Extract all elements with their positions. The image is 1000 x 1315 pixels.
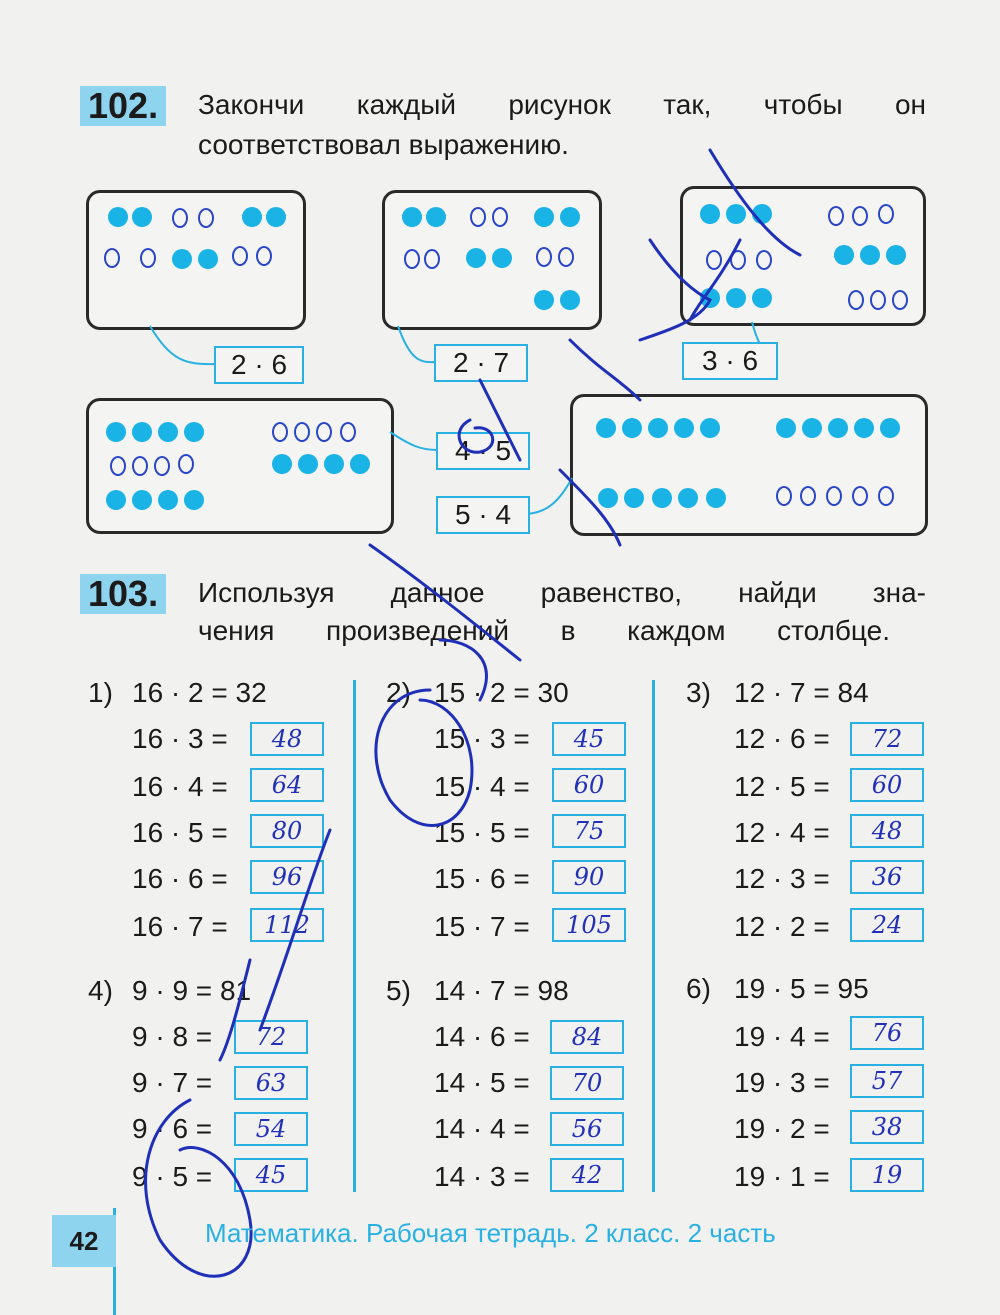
filled-dot <box>198 249 218 269</box>
filled-dot <box>674 418 694 438</box>
drawn-circle <box>470 207 486 227</box>
answer-box[interactable]: 72 <box>850 722 924 756</box>
drawn-circle <box>140 248 156 268</box>
group-label: 5) <box>386 975 411 1006</box>
product-row: 12 · 2 = <box>734 911 830 942</box>
answer-box[interactable]: 45 <box>552 722 626 756</box>
filled-dot <box>426 207 446 227</box>
product-row: 12 · 4 = <box>734 817 830 848</box>
given-equation: 14 · 7 = 98 <box>434 975 569 1006</box>
drawn-circle <box>340 422 356 442</box>
drawn-circle <box>424 249 440 269</box>
filled-dot <box>834 245 854 265</box>
drawn-circle <box>878 486 894 506</box>
product-row: 9 · 7 = <box>132 1067 213 1098</box>
answer-box[interactable]: 48 <box>850 814 924 848</box>
product-row: 12 · 6 = <box>734 723 830 754</box>
product-row: 9 · 8 = <box>132 1021 213 1052</box>
answer-box[interactable]: 72 <box>234 1020 308 1054</box>
answer-box[interactable]: 90 <box>552 860 626 894</box>
product-row: 14 · 3 = <box>434 1161 530 1192</box>
answer-box[interactable]: 80 <box>250 814 324 848</box>
expression-label-2: 2 · 7 <box>434 344 528 382</box>
filled-dot <box>132 207 152 227</box>
drawn-circle <box>756 250 772 270</box>
product-row: 16 · 5 = <box>132 817 228 848</box>
product-row: 12 · 5 = <box>734 771 830 802</box>
drawn-circle <box>132 456 148 476</box>
filled-dot <box>678 488 698 508</box>
drawn-circle <box>800 486 816 506</box>
filled-dot <box>184 490 204 510</box>
answer-box[interactable]: 57 <box>850 1064 924 1098</box>
exercise-102-text-line1: Закончи каждый рисунок так, чтобы он <box>198 89 926 120</box>
filled-dot <box>106 490 126 510</box>
answer-box[interactable]: 54 <box>234 1112 308 1146</box>
filled-dot <box>802 418 822 438</box>
drawn-circle <box>558 247 574 267</box>
column-divider <box>652 680 655 1192</box>
answer-box[interactable]: 24 <box>850 908 924 942</box>
drawn-circle <box>536 247 552 267</box>
answer-box[interactable]: 60 <box>552 768 626 802</box>
filled-dot <box>886 245 906 265</box>
filled-dot <box>854 418 874 438</box>
filled-dot <box>492 248 512 268</box>
column-divider <box>353 680 356 1192</box>
product-row: 19 · 2 = <box>734 1113 830 1144</box>
drawn-circle <box>154 456 170 476</box>
drawn-circle <box>892 290 908 310</box>
product-row: 19 · 3 = <box>734 1067 830 1098</box>
drawn-circle <box>232 246 248 266</box>
drawn-circle <box>706 250 722 270</box>
filled-dot <box>242 207 262 227</box>
given-equation: 9 · 9 = 81 <box>132 975 252 1006</box>
answer-box[interactable]: 38 <box>850 1110 924 1144</box>
product-row: 14 · 4 = <box>434 1113 530 1144</box>
answer-box[interactable]: 56 <box>550 1112 624 1146</box>
page-number: 42 <box>52 1215 116 1267</box>
filled-dot <box>108 207 128 227</box>
expression-label-3: 3 · 6 <box>682 342 778 380</box>
answer-box[interactable]: 75 <box>552 814 626 848</box>
product-row: 9 · 6 = <box>132 1113 213 1144</box>
dot-picture-5 <box>570 394 928 536</box>
group-label: 1) <box>88 677 113 708</box>
filled-dot <box>726 288 746 308</box>
answer-box[interactable]: 48 <box>250 722 324 756</box>
filled-dot <box>624 488 644 508</box>
filled-dot <box>828 418 848 438</box>
drawn-circle <box>828 206 844 226</box>
drawn-circle <box>404 249 420 269</box>
exercise-103-text-line2: чения произведений в каждом столбце. <box>198 615 890 646</box>
drawn-circle <box>316 422 332 442</box>
filled-dot <box>266 207 286 227</box>
filled-dot <box>466 248 486 268</box>
product-row: 16 · 6 = <box>132 863 228 894</box>
drawn-circle <box>256 246 272 266</box>
drawn-circle <box>104 248 120 268</box>
product-row: 15 · 6 = <box>434 863 530 894</box>
drawn-circle <box>198 208 214 228</box>
drawn-circle <box>826 486 842 506</box>
filled-dot <box>652 488 672 508</box>
filled-dot <box>172 249 192 269</box>
filled-dot <box>776 418 796 438</box>
group-label: 4) <box>88 975 113 1006</box>
product-row: 16 · 3 = <box>132 723 228 754</box>
filled-dot <box>158 422 178 442</box>
drawn-circle <box>878 204 894 224</box>
answer-box[interactable]: 112 <box>250 908 324 942</box>
given-equation: 19 · 5 = 95 <box>734 973 869 1004</box>
product-row: 15 · 7 = <box>434 911 530 942</box>
filled-dot <box>106 422 126 442</box>
given-equation: 16 · 2 = 32 <box>132 677 267 708</box>
group-label: 2) <box>386 677 411 708</box>
filled-dot <box>560 207 580 227</box>
filled-dot <box>560 290 580 310</box>
given-equation: 12 · 7 = 84 <box>734 677 869 708</box>
answer-box[interactable]: 19 <box>850 1158 924 1192</box>
product-row: 15 · 5 = <box>434 817 530 848</box>
filled-dot <box>752 204 772 224</box>
filled-dot <box>158 490 178 510</box>
filled-dot <box>324 454 344 474</box>
answer-box[interactable]: 45 <box>234 1158 308 1192</box>
filled-dot <box>860 245 880 265</box>
product-row: 19 · 1 = <box>734 1161 830 1192</box>
drawn-circle <box>852 206 868 226</box>
answer-box[interactable]: 60 <box>850 768 924 802</box>
answer-box[interactable]: 70 <box>550 1066 624 1100</box>
product-row: 15 · 4 = <box>434 771 530 802</box>
answer-box[interactable]: 96 <box>250 860 324 894</box>
filled-dot <box>298 454 318 474</box>
expression-label-4: 4 · 5 <box>436 432 530 470</box>
product-row: 16 · 4 = <box>132 771 228 802</box>
answer-box[interactable]: 42 <box>550 1158 624 1192</box>
drawn-circle <box>492 207 508 227</box>
product-row: 15 · 3 = <box>434 723 530 754</box>
filled-dot <box>706 488 726 508</box>
expression-label-5: 5 · 4 <box>436 496 530 534</box>
group-label: 6) <box>686 973 711 1004</box>
answer-box[interactable]: 76 <box>850 1016 924 1050</box>
exercise-102-text-line2: соответствовал выражению. <box>198 129 569 160</box>
exercise-103-number: 103. <box>80 574 166 614</box>
filled-dot <box>700 418 720 438</box>
filled-dot <box>534 207 554 227</box>
drawn-circle <box>294 422 310 442</box>
given-equation: 15 · 2 = 30 <box>434 677 569 708</box>
answer-box[interactable]: 36 <box>850 860 924 894</box>
filled-dot <box>726 204 746 224</box>
answer-box[interactable]: 63 <box>234 1066 308 1100</box>
filled-dot <box>752 288 772 308</box>
product-row: 19 · 4 = <box>734 1021 830 1052</box>
product-row: 12 · 3 = <box>734 863 830 894</box>
drawn-circle <box>852 486 868 506</box>
filled-dot <box>272 454 292 474</box>
drawn-circle <box>178 454 194 474</box>
drawn-circle <box>848 290 864 310</box>
answer-box[interactable]: 64 <box>250 768 324 802</box>
filled-dot <box>598 488 618 508</box>
drawn-circle <box>110 456 126 476</box>
answer-box[interactable]: 84 <box>550 1020 624 1054</box>
filled-dot <box>700 288 720 308</box>
exercise-103-text-line1: Используя данное равенство, найди зна- <box>198 577 926 608</box>
filled-dot <box>596 418 616 438</box>
exercise-102-number: 102. <box>80 86 166 126</box>
filled-dot <box>648 418 668 438</box>
filled-dot <box>132 490 152 510</box>
book-title-footer: Математика. Рабочая тетрадь. 2 класс. 2 часть <box>205 1218 776 1248</box>
filled-dot <box>184 422 204 442</box>
filled-dot <box>534 290 554 310</box>
filled-dot <box>700 204 720 224</box>
filled-dot <box>622 418 642 438</box>
drawn-circle <box>272 422 288 442</box>
drawn-circle <box>870 290 886 310</box>
filled-dot <box>402 207 422 227</box>
product-row: 14 · 5 = <box>434 1067 530 1098</box>
product-row: 9 · 5 = <box>132 1161 213 1192</box>
answer-box[interactable]: 105 <box>552 908 626 942</box>
expression-label-1: 2 · 6 <box>214 346 304 384</box>
filled-dot <box>880 418 900 438</box>
product-row: 14 · 6 = <box>434 1021 530 1052</box>
filled-dot <box>350 454 370 474</box>
filled-dot <box>132 422 152 442</box>
drawn-circle <box>730 250 746 270</box>
product-row: 16 · 7 = <box>132 911 228 942</box>
drawn-circle <box>172 208 188 228</box>
group-label: 3) <box>686 677 711 708</box>
drawn-circle <box>776 486 792 506</box>
